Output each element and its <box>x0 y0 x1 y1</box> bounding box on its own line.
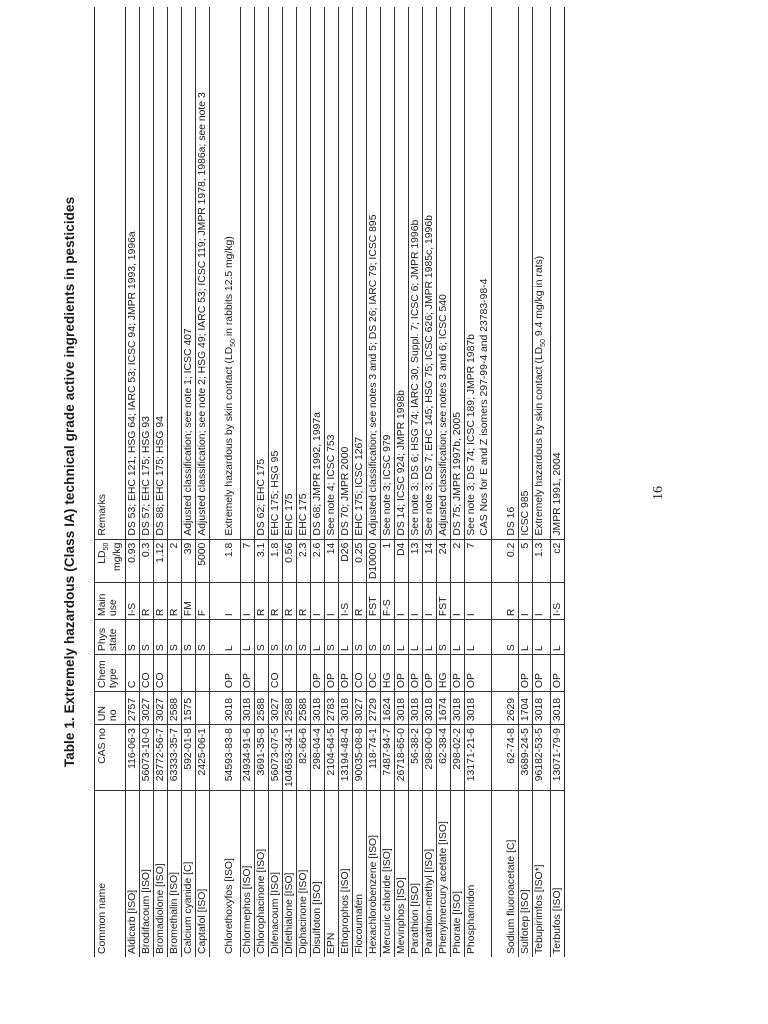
cell-un-no: 3027 <box>353 692 367 725</box>
table-row <box>269 7 283 957</box>
cell-un-no: 3018 <box>409 692 423 725</box>
cell-common-name: Flocoumafen <box>353 791 367 958</box>
cell-ld50: 2 <box>451 539 465 582</box>
cell-remarks: EHC 175 <box>297 7 311 539</box>
cell-common-name: Terbufos [ISO] <box>551 791 565 958</box>
cell-cas-no: 56073-07-5 <box>269 725 283 791</box>
cell-cas-no: 592-01-8 <box>182 725 196 791</box>
cell-chem-type: CO <box>269 655 283 692</box>
cell-ld50: D4 <box>395 539 409 582</box>
cell-remarks: Adjusted classification; see notes 3 and 5; DS 26; IARC 79; ICSC 895 <box>367 7 381 539</box>
cell-ld50: 1.8 <box>210 539 241 582</box>
cell-phys-state: S <box>492 620 519 655</box>
cell-chem-type: HG <box>381 655 395 692</box>
cell-un-no: 3027 <box>140 692 154 725</box>
cell-ld50: 7 <box>465 539 492 582</box>
cell-ld50: 1 <box>381 539 395 582</box>
ld50-unit: mg/kg <box>112 542 124 571</box>
table-row <box>353 7 367 957</box>
cell-phys-state: S <box>126 620 140 655</box>
table-title: Table 1. Extremely hazardous (Class IA) technical grade active ingredients in pesticides <box>62 196 77 768</box>
cell-main-use: I <box>423 583 437 620</box>
cell-un-no: 3018 <box>395 692 409 725</box>
cell-main-use: I-S <box>126 583 140 620</box>
cell-common-name: Ethoprophos [ISO] <box>339 791 353 958</box>
cell-common-name: Sodium fluoroacetate [C] <box>492 791 519 958</box>
cell-ld50: 1.12 <box>154 539 168 582</box>
cell-chem-type <box>297 655 311 692</box>
cell-remarks: See note 4; ICSC 753 <box>325 7 339 539</box>
cell-phys-state: S <box>297 620 311 655</box>
cell-remarks <box>241 7 255 539</box>
cell-remarks: DS 57; EHC 175; HSG 93 <box>140 7 154 539</box>
cell-chem-type: CO <box>140 655 154 692</box>
cell-phys-state: L <box>451 620 465 655</box>
cell-cas-no: 2104-64-5 <box>325 725 339 791</box>
cell-chem-type: OP <box>551 655 565 692</box>
cell-common-name: Hexachlorobenzene [ISO] <box>367 791 381 958</box>
cell-common-name: Difenacoum [ISO] <box>269 791 283 958</box>
table-row <box>196 7 210 957</box>
cell-phys-state: L <box>395 620 409 655</box>
table-row <box>126 7 140 957</box>
cell-chem-type <box>168 655 182 692</box>
cell-chem-type: OP <box>423 655 437 692</box>
table-body <box>126 7 565 957</box>
cell-common-name: Chlorophacinone [ISO] <box>255 791 269 958</box>
cell-common-name: Chlormephos [ISO] <box>241 791 255 958</box>
cell-un-no: 3018 <box>241 692 255 725</box>
cell-phys-state: L <box>409 620 423 655</box>
cell-cas-no: 63333-35-7 <box>168 725 182 791</box>
table-row <box>140 7 154 957</box>
table-row <box>283 7 297 957</box>
cell-cas-no: 13071-79-9 <box>551 725 565 791</box>
cell-ld50: 0.3 <box>140 539 154 582</box>
cell-remarks: ICSC 985 <box>519 7 533 539</box>
cell-remarks: JMPR 1991, 2004 <box>551 7 565 539</box>
col-main-use: Main use <box>95 583 126 620</box>
table-row <box>241 7 255 957</box>
cell-chem-type: HG <box>437 655 451 692</box>
cell-main-use: R <box>283 583 297 620</box>
cell-main-use: F-S <box>381 583 395 620</box>
cell-phys-state: S <box>269 620 283 655</box>
ld50-label: LD <box>97 550 108 564</box>
cell-cas-no: 7487-94-7 <box>381 725 395 791</box>
cell-main-use: F <box>196 583 210 620</box>
cell-remarks: See note 3; DS 7; EHC 145; HSG 75; ICSC 626; JMPR 1985c, 1996b <box>423 7 437 539</box>
cell-cas-no: 56-38-2 <box>409 725 423 791</box>
cell-remarks: See note 3; DS 6; HSG 74; IARC 30, Suppl. 7; ICSC 6; JMPR 1996b <box>409 7 423 539</box>
cell-main-use: I <box>533 583 551 620</box>
page-number: 16 <box>651 486 666 500</box>
cell-un-no: 2783 <box>325 692 339 725</box>
cell-main-use: R <box>154 583 168 620</box>
cell-un-no: 1575 <box>182 692 196 725</box>
cell-main-use: R <box>492 583 519 620</box>
cell-main-use: I <box>409 583 423 620</box>
cell-chem-type: OP <box>465 655 492 692</box>
cell-ld50: 13 <box>409 539 423 582</box>
cell-ld50: 5000 <box>196 539 210 582</box>
cell-common-name: Bromethalin [ISO] <box>168 791 182 958</box>
cell-un-no: 3027 <box>269 692 283 725</box>
cell-remarks: Extremely hazardous by skin contact ($LD_{50}$ in rabbits 12.5 mg/kg) <box>210 7 241 539</box>
cell-main-use: R <box>269 583 283 620</box>
cell-cas-no: 26718-65-0 <box>395 725 409 791</box>
cell-remarks: DS 53; EHC 121; HSG 64; IARC 53; ICSC 94; JMPR 1993, 1996a <box>126 7 140 539</box>
cell-cas-no: 3689-24-5 <box>519 725 533 791</box>
cell-main-use: R <box>140 583 154 620</box>
cell-cas-no: 62-74-8 <box>492 725 519 791</box>
cell-cas-no: 116-06-3 <box>126 725 140 791</box>
cell-main-use: I <box>465 583 492 620</box>
cell-common-name: Disulfoton [ISO] <box>311 791 325 958</box>
cell-chem-type: OC <box>367 655 381 692</box>
cell-chem-type: OP <box>395 655 409 692</box>
cell-phys-state: S <box>381 620 395 655</box>
cell-phys-state: L <box>241 620 255 655</box>
cell-ld50: 14 <box>423 539 437 582</box>
cell-cas-no: 62-38-4 <box>437 725 451 791</box>
cell-common-name: Aldicarb [ISO] <box>126 791 140 958</box>
cell-remarks: Extremely hazardous by skin contact ($LD_{50}$ 9.4 mg/kg in rats) <box>533 7 551 539</box>
cell-remarks: Adjusted classification; see notes 3 and 6; ICSC 540 <box>437 7 451 539</box>
table-row <box>325 7 339 957</box>
col-remarks: Remarks <box>95 7 126 539</box>
cell-main-use: I <box>325 583 339 620</box>
cell-phys-state: S <box>182 620 196 655</box>
cell-un-no: 2588 <box>297 692 311 725</box>
cell-un-no: 3018 <box>465 692 492 725</box>
col-ld50 <box>95 539 126 582</box>
cell-phys-state: S <box>140 620 154 655</box>
cell-main-use: FM <box>182 583 196 620</box>
cell-remarks: DS 68; JMPR 1992, 1997a <box>311 7 325 539</box>
cell-phys-state: S <box>196 620 210 655</box>
table-row <box>311 7 325 957</box>
cell-remarks: See note 3; ICSC 979 <box>381 7 395 539</box>
table-row <box>255 7 269 957</box>
cell-ld50: 7 <box>241 539 255 582</box>
cell-chem-type: CO <box>353 655 367 692</box>
table-row <box>423 7 437 957</box>
cell-main-use: I <box>241 583 255 620</box>
table-row <box>168 7 182 957</box>
cell-ld50: 0.2 <box>492 539 519 582</box>
cell-chem-type <box>196 655 210 692</box>
cell-ld50: 1.3 <box>533 539 551 582</box>
col-cas-no: CAS no <box>95 725 126 791</box>
cell-common-name: Parathion-methyl [ISO] <box>423 791 437 958</box>
cell-common-name: Mercuric chloride [ISO] <box>381 791 395 958</box>
cell-chem-type: OP <box>339 655 353 692</box>
remarks-line: See note 3; DS 74; ICSC 189; JMPR 1987b <box>466 334 478 536</box>
cell-un-no: 2629 <box>492 692 519 725</box>
cell-phys-state: L <box>423 620 437 655</box>
cell-cas-no: 2425-06-1 <box>196 725 210 791</box>
cell-chem-type: OP <box>210 655 241 692</box>
cell-chem-type: OP <box>241 655 255 692</box>
cell-cas-no: 28772-56-7 <box>154 725 168 791</box>
cell-common-name: Difethialone [ISO] <box>283 791 297 958</box>
col-phys-state: Phys state <box>95 620 126 655</box>
cell-common-name: EPN <box>325 791 339 958</box>
cell-phys-state: L <box>533 620 551 655</box>
cell-main-use: R <box>297 583 311 620</box>
cell-phys-state: L <box>339 620 353 655</box>
cell-ld50: D26 <box>339 539 353 582</box>
table-header-row <box>95 7 126 957</box>
cell-main-use: R <box>353 583 367 620</box>
cell-ld50: 2 <box>168 539 182 582</box>
cell-main-use: FST <box>367 583 381 620</box>
cell-un-no: 3018 <box>423 692 437 725</box>
cell-remarks: DS 16 <box>492 7 519 539</box>
cell-un-no: 1624 <box>381 692 395 725</box>
cell-phys-state: S <box>437 620 451 655</box>
cell-cas-no: 24934-91-6 <box>241 725 255 791</box>
cell-common-name: Captafol [ISO] <box>196 791 210 958</box>
cell-main-use: I-S <box>339 583 353 620</box>
cell-chem-type: OP <box>311 655 325 692</box>
cell-remarks: Adjusted classification; see note 1; ICSC 407 <box>182 7 196 539</box>
table-row <box>367 7 381 957</box>
remarks-line: CAS Nos for E and Z isomers 297-99-4 and 23783-98-4 <box>479 278 491 536</box>
cell-ld50: c2 <box>551 539 565 582</box>
cell-main-use: I <box>451 583 465 620</box>
cell-ld50: 0.93 <box>126 539 140 582</box>
table-row <box>409 7 423 957</box>
cell-ld50: 2.3 <box>297 539 311 582</box>
cell-common-name: Calcium cyanide [C] <box>182 791 196 958</box>
cell-chem-type: OP <box>519 655 533 692</box>
cell-phys-state: S <box>367 620 381 655</box>
cell-cas-no: 13171-21-6 <box>465 725 492 791</box>
cell-un-no: 2757 <box>126 692 140 725</box>
cell-un-no: 3018 <box>339 692 353 725</box>
table-row <box>551 7 565 957</box>
cell-phys-state: S <box>168 620 182 655</box>
table-row <box>182 7 196 957</box>
cell-chem-type: C <box>126 655 140 692</box>
cell-un-no <box>196 692 210 725</box>
cell-phys-state: L <box>311 620 325 655</box>
cell-chem-type <box>283 655 297 692</box>
cell-un-no: 2588 <box>255 692 269 725</box>
table-row <box>297 7 311 957</box>
table-row <box>395 7 409 957</box>
cell-chem-type: OP <box>451 655 465 692</box>
cell-un-no: 3018 <box>533 692 551 725</box>
cell-chem-type: OP <box>325 655 339 692</box>
cell-main-use: R <box>168 583 182 620</box>
cell-phys-state: L <box>210 620 241 655</box>
cell-main-use: I <box>519 583 533 620</box>
cell-remarks: EHC 175; HSG 95 <box>269 7 283 539</box>
cell-ld50: 1.8 <box>269 539 283 582</box>
cell-common-name: Parathion [ISO] <box>409 791 423 958</box>
cell-cas-no: 54593-83-8 <box>210 725 241 791</box>
cell-cas-no: 13194-48-4 <box>339 725 353 791</box>
cell-remarks: Adjusted classification; see note 2; HSG 49; IARC 53; ICSC 119; JMPR 1978, 1986a; see note 3 <box>196 7 210 539</box>
cell-remarks: DS 70; JMPR 2000 <box>339 7 353 539</box>
cell-cas-no: 82-66-6 <box>297 725 311 791</box>
pesticide-table <box>94 7 565 957</box>
cell-main-use: R <box>255 583 269 620</box>
cell-cas-no: 56073-10-0 <box>140 725 154 791</box>
cell-remarks: DS 88; EHC 175; HSG 94 <box>154 7 168 539</box>
cell-main-use: FST <box>437 583 451 620</box>
cell-ld50: 2.6 <box>311 539 325 582</box>
cell-cas-no: 96182-53-5 <box>533 725 551 791</box>
cell-cas-no: 3691-35-8 <box>255 725 269 791</box>
table-row <box>437 7 451 957</box>
cell-phys-state: S <box>255 620 269 655</box>
cell-un-no: 1674 <box>437 692 451 725</box>
cell-un-no: 2588 <box>168 692 182 725</box>
cell-un-no: 3018 <box>311 692 325 725</box>
cell-main-use: I-S <box>551 583 565 620</box>
cell-un-no: 3018 <box>210 692 241 725</box>
cell-un-no: 3027 <box>154 692 168 725</box>
table-row <box>492 7 519 957</box>
table-row <box>519 7 533 957</box>
cell-un-no: 2588 <box>283 692 297 725</box>
cell-cas-no: 104653-34-1 <box>283 725 297 791</box>
cell-remarks: EHC 175; ICSC 1267 <box>353 7 367 539</box>
cell-phys-state: S <box>353 620 367 655</box>
cell-phys-state: S <box>283 620 297 655</box>
cell-common-name: Bromadiolone [ISO] <box>154 791 168 958</box>
cell-common-name: Tebupirimfos [ISO*] <box>533 791 551 958</box>
cell-common-name: Chlorethoxyfos [ISO] <box>210 791 241 958</box>
cell-cas-no: 298-02-2 <box>451 725 465 791</box>
col-common-name: Common name <box>95 791 126 958</box>
cell-cas-no: 118-74-1 <box>367 725 381 791</box>
rotated-page-content <box>62 7 762 957</box>
table-row <box>465 7 492 957</box>
cell-phys-state: S <box>325 620 339 655</box>
col-un-no: UN no <box>95 692 126 725</box>
ld50-subscript: 50 <box>103 542 111 551</box>
col-chem-type: Chem type <box>95 655 126 692</box>
cell-remarks <box>465 7 492 539</box>
cell-chem-type: OP <box>409 655 423 692</box>
cell-phys-state: S <box>154 620 168 655</box>
table-row <box>381 7 395 957</box>
table-row <box>533 7 551 957</box>
cell-cas-no: 90035-08-8 <box>353 725 367 791</box>
cell-ld50: 0.56 <box>283 539 297 582</box>
cell-ld50: 39 <box>182 539 196 582</box>
cell-un-no: 2729 <box>367 692 381 725</box>
cell-remarks: EHC 175 <box>283 7 297 539</box>
cell-remarks: DS 62; EHC 175 <box>255 7 269 539</box>
cell-remarks: DS 14; ICSC 924; JMPR 1998b <box>395 7 409 539</box>
table-row <box>451 7 465 957</box>
cell-common-name: Mevinphos [ISO] <box>395 791 409 958</box>
cell-chem-type: CO <box>154 655 168 692</box>
cell-chem-type <box>182 655 196 692</box>
cell-common-name: Phorate [ISO] <box>451 791 465 958</box>
cell-main-use: I <box>311 583 325 620</box>
cell-un-no: 3018 <box>451 692 465 725</box>
cell-cas-no: 298-00-0 <box>423 725 437 791</box>
cell-main-use: I <box>395 583 409 620</box>
cell-phys-state: L <box>551 620 565 655</box>
cell-phys-state: L <box>519 620 533 655</box>
cell-chem-type <box>255 655 269 692</box>
cell-common-name: Sulfotep [ISO] <box>519 791 533 958</box>
cell-chem-type: OP <box>533 655 551 692</box>
cell-ld50: 24 <box>437 539 451 582</box>
cell-ld50: 5 <box>519 539 533 582</box>
cell-remarks: DS 75; JMPR 1997b, 2005 <box>451 7 465 539</box>
table-row <box>210 7 241 957</box>
cell-common-name: Diphacinone [ISO] <box>297 791 311 958</box>
cell-cas-no: 298-04-4 <box>311 725 325 791</box>
cell-ld50: 14 <box>325 539 339 582</box>
cell-ld50: 0.25 <box>353 539 367 582</box>
cell-phys-state: L <box>465 620 492 655</box>
cell-common-name: Phosphamidon <box>465 791 492 958</box>
cell-chem-type <box>492 655 519 692</box>
table-row <box>154 7 168 957</box>
cell-ld50: 3.1 <box>255 539 269 582</box>
table-row <box>339 7 353 957</box>
cell-un-no: 3018 <box>551 692 565 725</box>
cell-remarks <box>168 7 182 539</box>
cell-main-use: I <box>210 583 241 620</box>
cell-common-name: Phenylmercury acetate [ISO] <box>437 791 451 958</box>
cell-common-name: Brodifacoum [ISO] <box>140 791 154 958</box>
cell-un-no: 1704 <box>519 692 533 725</box>
cell-ld50: D10000 <box>367 539 381 582</box>
